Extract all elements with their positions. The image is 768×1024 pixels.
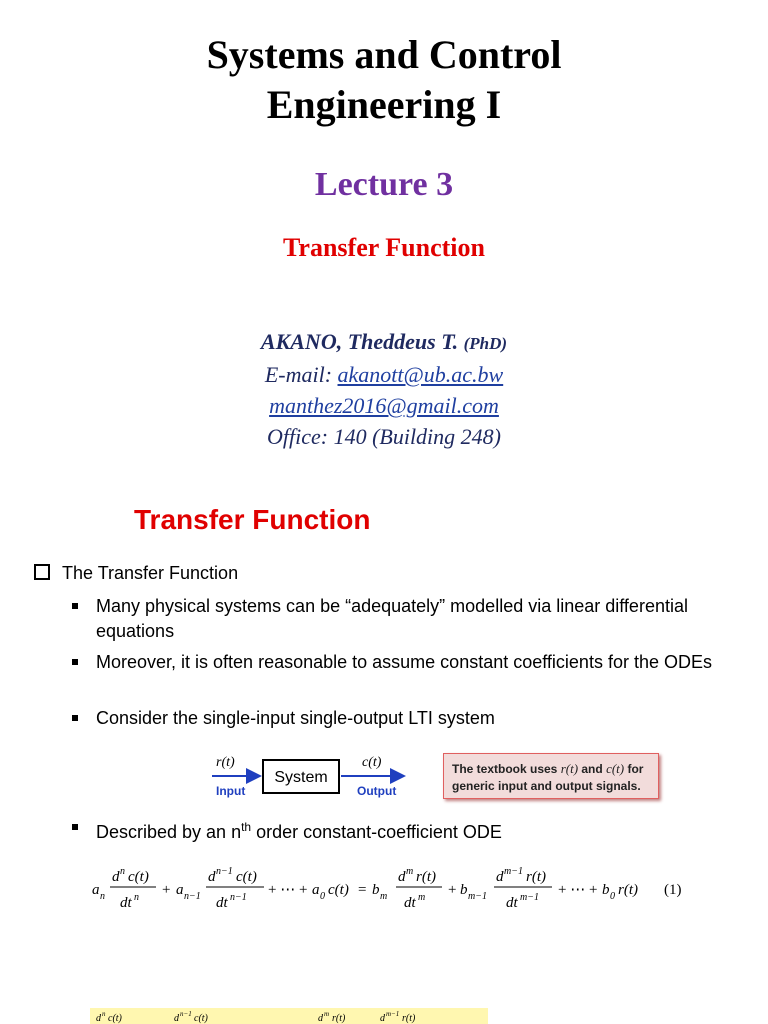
callout-r: r(t)	[560, 761, 579, 776]
author-line	[0, 326, 768, 359]
bullet-sub-4	[72, 815, 712, 845]
email-line-2	[0, 390, 768, 421]
output-signal-label: c(t)	[362, 755, 382, 770]
svg-text:r(t): r(t)	[332, 1013, 346, 1024]
svg-text:m: m	[418, 892, 426, 903]
svg-text:n−1: n−1	[216, 866, 233, 877]
svg-text:d: d	[318, 1013, 323, 1024]
svg-text:d: d	[496, 869, 504, 885]
title-line-1: Systems and Control	[206, 32, 562, 77]
svg-text:c(t): c(t)	[236, 869, 257, 885]
lecture-subtitle: Transfer Function	[283, 233, 485, 262]
svg-text:dt: dt	[216, 895, 228, 911]
system-block-label: System	[274, 769, 328, 786]
lecture-number: Lecture 3	[314, 166, 454, 203]
input-caption: Input	[216, 784, 246, 798]
highlighted-equation-cropped	[90, 1008, 488, 1024]
svg-text:n: n	[120, 866, 125, 877]
svg-text:n−1: n−1	[230, 892, 247, 903]
bullet-sub-3	[72, 706, 712, 731]
bullet-sub-1-text: Many physical systems can be “adequately” modelled via linear differential equations	[96, 596, 688, 641]
svg-text:n−1: n−1	[184, 891, 201, 902]
slide-heading: Transfer Function	[134, 504, 371, 535]
email-line	[0, 359, 768, 390]
svg-text:n−1: n−1	[180, 1010, 192, 1018]
svg-text:d: d	[208, 869, 216, 885]
office-line: Office: 140 (Building 248)	[266, 424, 501, 449]
bullet-sub-4-post: order constant-coefficient ODE	[251, 822, 502, 842]
square-bullet-icon	[72, 715, 78, 721]
svg-text:c(t): c(t)	[194, 1013, 208, 1024]
svg-text:m: m	[380, 891, 388, 902]
svg-text:+ ⋯ +: + ⋯ +	[558, 882, 598, 898]
square-bullet-icon	[72, 659, 78, 665]
email-link-primary[interactable]: akanott@ub.ac.bw	[337, 362, 504, 387]
email-label: E-mail:	[264, 362, 333, 387]
svg-text:b: b	[460, 882, 468, 898]
square-bullet-icon	[72, 824, 78, 830]
svg-text:dt: dt	[404, 895, 416, 911]
svg-text:m: m	[324, 1010, 330, 1018]
svg-text:d: d	[112, 869, 120, 885]
bullet-sub-1	[72, 594, 712, 644]
svg-text:0: 0	[320, 891, 325, 902]
title-line-2: Engineering I	[266, 82, 502, 127]
bullet-sub-4-pre: Described by an n	[96, 822, 242, 842]
svg-text:n: n	[102, 1010, 106, 1018]
svg-text:r(t): r(t)	[526, 869, 546, 885]
svg-text:c(t): c(t)	[108, 1013, 122, 1024]
svg-text:n: n	[100, 891, 105, 902]
svg-text:c(t): c(t)	[128, 869, 149, 885]
svg-text:d: d	[380, 1013, 385, 1024]
equation-number: (1)	[664, 882, 682, 898]
svg-text:m−1: m−1	[468, 891, 487, 902]
callout-text-pre: The textbook uses	[452, 762, 561, 776]
email-link-secondary[interactable]: manthez2016@gmail.com	[269, 393, 499, 418]
svg-text:0: 0	[610, 891, 615, 902]
svg-text:m−1: m−1	[520, 892, 539, 903]
author-degree: (PhD)	[463, 334, 508, 353]
bullet-sub-2-text: Moreover, it is often reasonable to assume constant coefficients for the ODEs	[96, 652, 712, 672]
callout-text-post: for generic input and output signals.	[452, 762, 644, 793]
ode-equation	[88, 860, 688, 920]
svg-text:=: =	[358, 882, 367, 898]
svg-text:n: n	[134, 892, 139, 903]
callout-text-mid: and	[578, 762, 607, 776]
svg-text:+ ⋯ +: + ⋯ +	[268, 882, 308, 898]
bullet-sub-2	[72, 650, 712, 675]
svg-text:a: a	[312, 882, 320, 898]
svg-text:m−1: m−1	[386, 1010, 400, 1018]
svg-text:dt: dt	[120, 895, 132, 911]
bullet-main-text: The Transfer Function	[62, 563, 239, 583]
svg-text:+: +	[448, 882, 457, 898]
output-caption: Output	[357, 784, 397, 798]
svg-text:b: b	[602, 882, 610, 898]
svg-text:r(t): r(t)	[402, 1013, 416, 1024]
svg-text:r(t): r(t)	[618, 882, 638, 898]
svg-text:+: +	[162, 882, 171, 898]
input-signal-label: r(t)	[216, 755, 235, 770]
presentation-title	[0, 30, 768, 130]
svg-text:m−1: m−1	[504, 866, 523, 877]
bullet-main	[34, 563, 238, 584]
svg-text:c(t): c(t)	[328, 882, 349, 898]
bullet-sub-3-text: Consider the single-input single-output LTI system	[96, 708, 495, 728]
checkbox-bullet-icon	[34, 564, 50, 580]
textbook-note-callout	[443, 753, 659, 799]
svg-text:b: b	[372, 882, 380, 898]
svg-text:r(t): r(t)	[416, 869, 436, 885]
svg-text:d: d	[398, 869, 406, 885]
svg-text:a: a	[92, 882, 100, 898]
svg-text:a: a	[176, 882, 184, 898]
bullet-sub-4-text	[96, 815, 712, 845]
bullet-sub-4-sup: th	[241, 820, 252, 834]
callout-c: c(t)	[606, 761, 625, 776]
author-block	[0, 326, 768, 452]
author-name: AKANO, Theddeus T.	[260, 329, 459, 354]
system-block-diagram	[210, 748, 410, 804]
svg-text:d: d	[174, 1013, 179, 1024]
svg-text:dt: dt	[506, 895, 518, 911]
square-bullet-icon	[72, 603, 78, 609]
svg-text:m: m	[406, 866, 414, 877]
svg-text:d: d	[96, 1013, 101, 1024]
